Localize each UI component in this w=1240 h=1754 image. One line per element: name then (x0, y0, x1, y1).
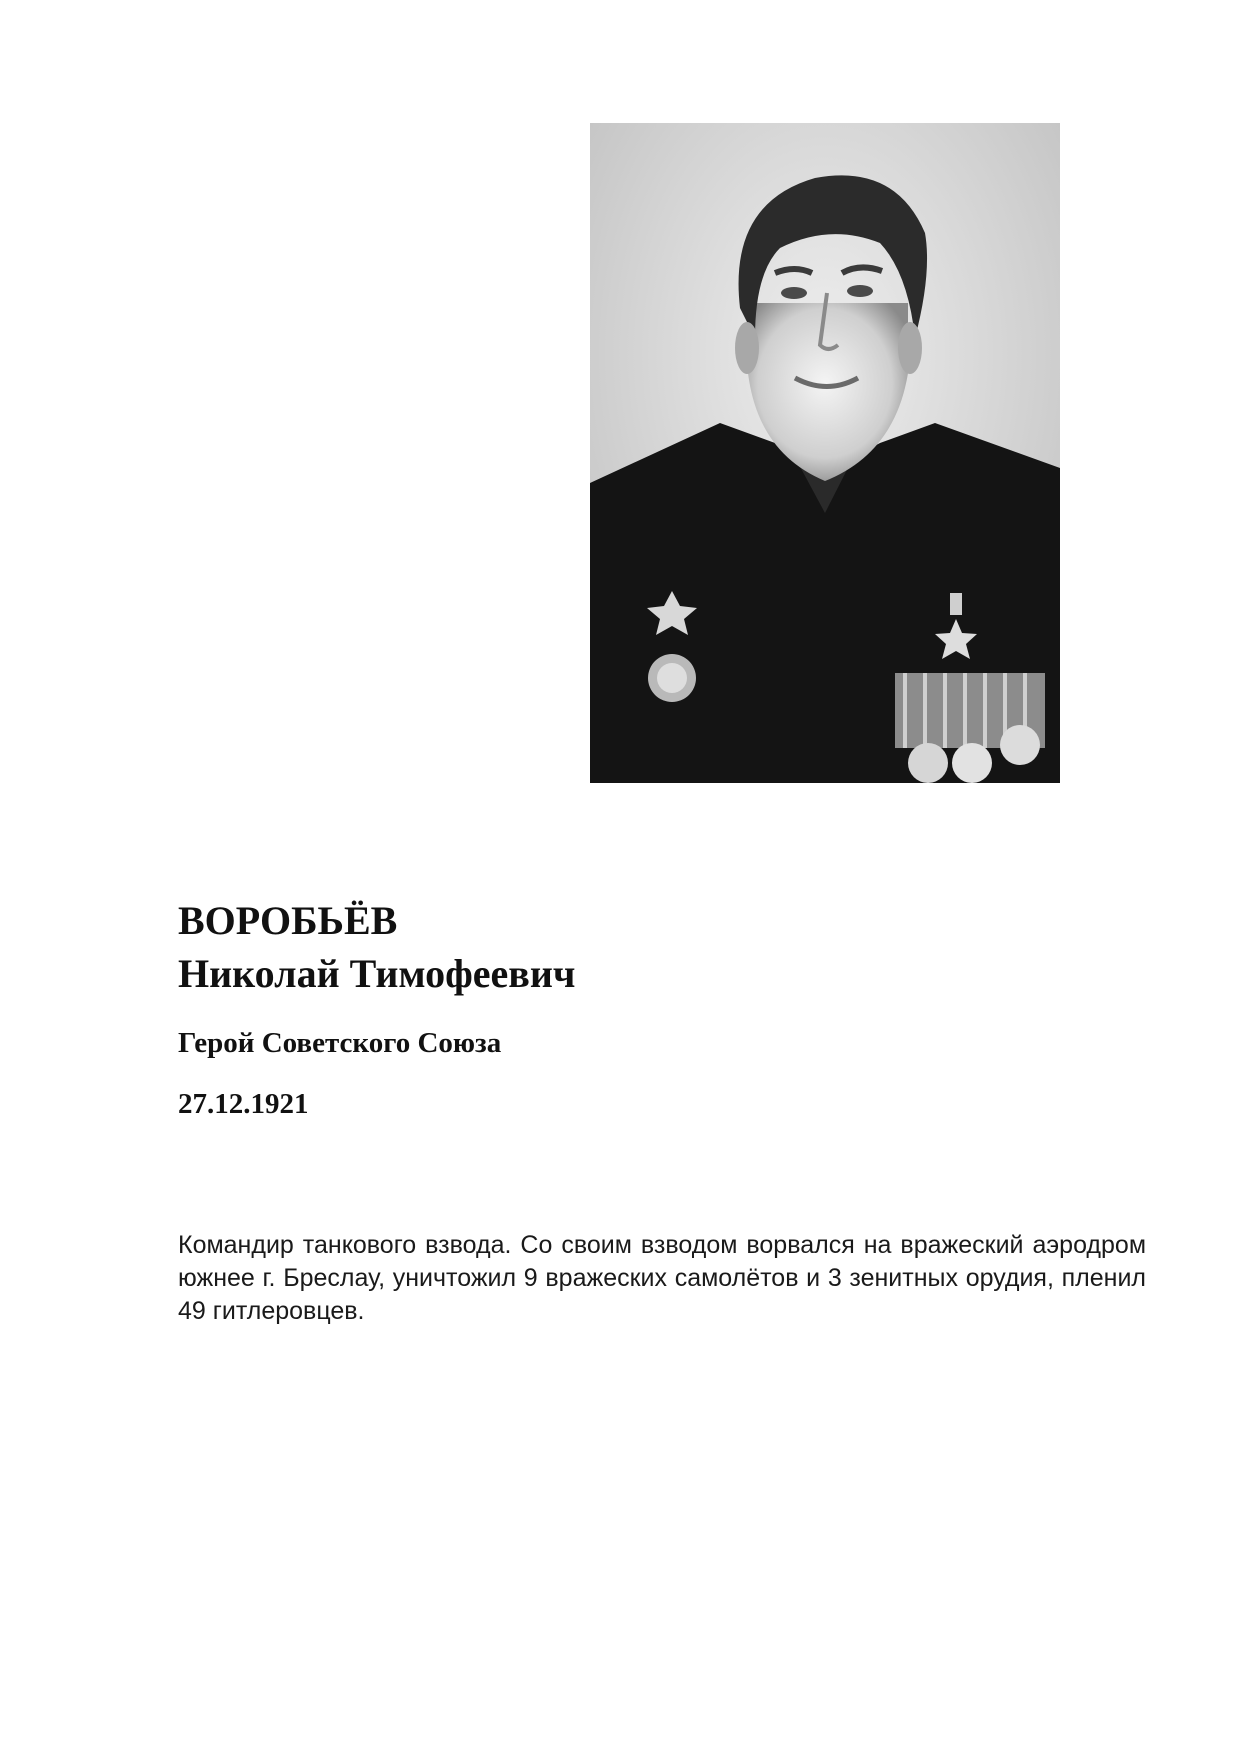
birth-date: 27.12.1921 (178, 1088, 309, 1120)
honorary-title: Герой Советского Союза (178, 1027, 502, 1059)
given-names-heading: Николай Тимофеевич (178, 951, 576, 996)
biography-paragraph: Командир танкового взвода. Со своим взводом ворвался на вражеский аэродром южнее г. Бреслау, уничтожил 9 вражеских самолётов и 3 зенитных орудия, пленил 49 гитлеровцев. (178, 1231, 1146, 1325)
portrait-photo (590, 123, 1060, 783)
surname-heading: ВОРОБЬЁВ (178, 898, 398, 943)
